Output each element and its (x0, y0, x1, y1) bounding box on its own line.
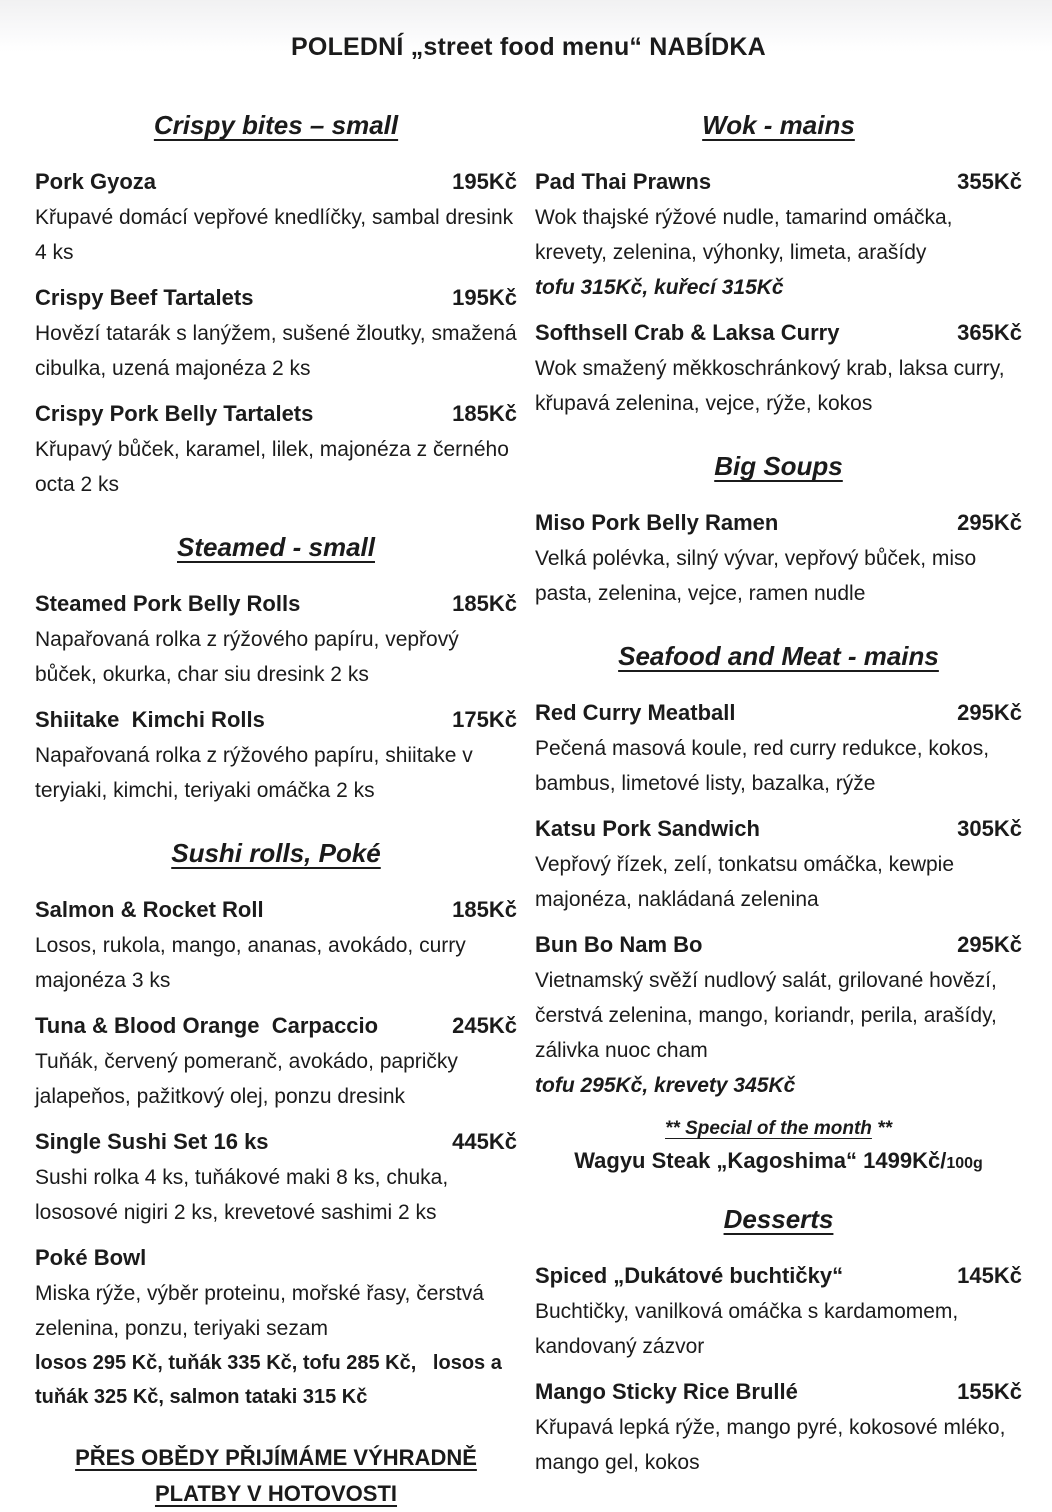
item-price: 355Kč (957, 169, 1022, 194)
item-price: 185Kč (452, 591, 517, 616)
section-heading-wok-mains: Wok - mains (702, 110, 855, 140)
section-seafood-meat-mains (535, 641, 1022, 1103)
item-name: Pork Gyoza (35, 169, 157, 194)
item-row (535, 320, 1022, 346)
item-row (35, 1129, 517, 1155)
item-row (35, 707, 517, 733)
menu-item-shiitake-kimchi-rolls (35, 707, 517, 808)
item-description: Napařovaná rolka z rýžového papíru, shiitake v teryiaki, kimchi, teriyaki omáčka 2 ks (35, 744, 473, 802)
item-name: Crispy Beef Tartalets (35, 285, 254, 310)
menu-item-poke-bowl (35, 1245, 517, 1414)
menu-item-softshell-crab-laksa-curry (535, 320, 1022, 421)
item-name: Softhsell Crab & Laksa Curry (535, 320, 840, 345)
item-price-variants-note: tofu 315Kč, kuřecí 315Kč (535, 276, 784, 299)
item-price: 365Kč (957, 320, 1022, 345)
item-row (535, 169, 1022, 195)
item-price: 445Kč (452, 1129, 517, 1154)
item-name: Poké Bowl (35, 1245, 147, 1270)
page-title: POLEDNÍ „street food menu“ NABÍDKA (291, 33, 766, 61)
item-name: Shiitake Kimchi Rolls (35, 707, 265, 732)
item-price: 305Kč (957, 816, 1022, 841)
item-price: 295Kč (957, 510, 1022, 535)
item-name: Red Curry Meatball (535, 700, 736, 725)
item-name: Mango Sticky Rice Brullé (535, 1379, 798, 1404)
section-heading-steamed: Steamed - small (177, 532, 375, 562)
menu-item-mango-sticky-rice-brulle (535, 1379, 1022, 1480)
item-description: Vietnamský svěží nudlový salát, grilované hovězí, čerstvá zelenina, mango, koriandr, perila, arašídy, zálivka nuoc cham (535, 969, 997, 1062)
special-heading (535, 1118, 1022, 1140)
item-row (35, 169, 517, 195)
special-of-the-month (535, 1118, 1022, 1174)
item-description: Buchtičky, vanilková omáčka s kardamomem, kandovaný zázvor (535, 1300, 959, 1358)
item-description: Napařovaná rolka z rýžového papíru, vepřový bůček, okurka, char siu dresink 2 ks (35, 628, 459, 686)
menu-item-pad-thai-prawns (535, 169, 1022, 305)
menu-item-spiced-dukatove-buchticky (535, 1263, 1022, 1364)
item-row (35, 591, 517, 617)
item-row (535, 510, 1022, 536)
item-description: Wok thajské rýžové nudle, tamarind omáčka, krevety, zelenina, výhonky, limeta, arašídy (535, 206, 953, 264)
section-big-soups (535, 451, 1022, 611)
item-description: Miska rýže, výběr proteinu, mořské řasy, čerstvá zelenina, ponzu, teriyaki sezam (35, 1282, 484, 1340)
section-steamed (35, 532, 517, 808)
item-name: Tuna & Blood Orange Carpaccio (35, 1013, 379, 1038)
item-row (35, 1245, 517, 1271)
item-row (535, 1379, 1022, 1405)
item-row (35, 1013, 517, 1039)
item-price: 145Kč (957, 1263, 1022, 1288)
item-row (535, 1263, 1022, 1289)
section-heading-seafood-meat-mains: Seafood and Meat - mains (618, 641, 939, 671)
item-description: Hovězí tatarák s lanýžem, sušené žloutky, smažená cibulka, uzená majonéza 2 ks (35, 322, 517, 380)
item-description: Velká polévka, silný vývar, vepřový bůček, miso pasta, zelenina, vejce, ramen nudle (535, 547, 977, 605)
section-sushi-poke (35, 838, 517, 1414)
menu-item-tuna-blood-orange-carpaccio (35, 1013, 517, 1114)
item-name: Miso Pork Belly Ramen (535, 510, 779, 535)
item-price: 155Kč (957, 1379, 1022, 1404)
menu-item-katsu-pork-sandwich (535, 816, 1022, 917)
item-price-variants-note: tofu 295Kč, krevety 345Kč (535, 1074, 796, 1097)
menu-item-steamed-pork-belly-rolls (35, 591, 517, 692)
section-heading-big-soups: Big Soups (714, 451, 843, 481)
item-row (35, 897, 517, 923)
menu-item-crispy-pork-belly-tartalets (35, 401, 517, 502)
menu-item-salmon-rocket-roll (35, 897, 517, 998)
item-description: Křupavá lepká rýže, mango pyré, kokosové mléko, mango gel, kokos (535, 1416, 1006, 1474)
item-price: 245Kč (452, 1013, 517, 1038)
item-price: 295Kč (957, 700, 1022, 725)
right-column (535, 110, 1022, 1512)
section-heading-crispy-bites: Crispy bites – small (153, 110, 399, 140)
item-row (535, 816, 1022, 842)
item-price: 185Kč (452, 401, 517, 426)
special-heading-text: ** Special of the month (665, 1118, 872, 1139)
item-price: 295Kč (957, 932, 1022, 957)
item-description: Sushi rolka 4 ks, tuňákové maki 8 ks, chuka, lososové nigiri 2 ks, krevetové sashimi 2 ks (35, 1166, 449, 1224)
menu-item-single-sushi-set (35, 1129, 517, 1230)
item-description: Vepřový řízek, zelí, tonkatsu omáčka, kewpie majonéza, nakládaná zelenina (535, 853, 955, 911)
item-description: Tuňák, červený pomeranč, avokádo, papričky jalapeňos, pažitkový olej, ponzu dresink (35, 1050, 458, 1108)
item-price: 195Kč (452, 285, 517, 310)
item-description: Pečená masová koule, red curry redukce, kokos, bambus, limetové listy, bazalka, rýže (535, 737, 990, 795)
menu-item-bun-bo-nam-bo (535, 932, 1022, 1103)
section-desserts (535, 1204, 1022, 1480)
item-price: 195Kč (452, 169, 517, 194)
menu-item-crispy-beef-tartalets (35, 285, 517, 386)
section-heading-sushi-poke: Sushi rolls, Poké (171, 838, 381, 868)
section-wok-mains (535, 110, 1022, 421)
item-price: 185Kč (452, 897, 517, 922)
item-name: Pad Thai Prawns (535, 169, 712, 194)
item-name: Salmon & Rocket Roll (35, 897, 264, 922)
menu-item-red-curry-meatball (535, 700, 1022, 801)
item-price: 175Kč (452, 707, 517, 732)
item-name: Katsu Pork Sandwich (535, 816, 760, 841)
item-name: Single Sushi Set 16 ks (35, 1129, 269, 1154)
menu-item-pork-gyoza (35, 169, 517, 270)
section-heading-desserts: Desserts (723, 1204, 834, 1234)
item-name: Crispy Pork Belly Tartalets (35, 401, 314, 426)
item-description: Křupavé domácí vepřové knedlíčky, sambal dresink 4 ks (35, 206, 514, 264)
item-row (535, 700, 1022, 726)
item-name: Bun Bo Nam Bo (535, 932, 703, 957)
item-row (535, 932, 1022, 958)
special-item-unit: 100g (946, 1155, 983, 1172)
item-description: Křupavý bůček, karamel, lilek, majonéza z černého octa 2 ks (35, 438, 509, 496)
left-column (35, 110, 517, 1512)
item-name: Spiced „Dukátové buchtičky“ (535, 1263, 844, 1288)
item-price-variants-note: losos 295 Kč, tuňák 335 Kč, tofu 285 Kč, losos a tuňák 325 Kč, salmon tataki 315 Kč (35, 1352, 508, 1408)
item-name: Steamed Pork Belly Rolls (35, 591, 301, 616)
item-description: Losos, rukola, mango, ananas, avokádo, curry majonéza 3 ks (35, 934, 466, 992)
cash-only-notice: PŘES OBĚDY PŘIJÍMÁME VÝHRADNĚ PLATBY V HOTOVOSTI (75, 1445, 477, 1506)
special-item (535, 1148, 1022, 1174)
menu-item-miso-pork-belly-ramen (535, 510, 1022, 611)
special-item-text: Wagyu Steak „Kagoshima“ 1499Kč/ (574, 1148, 947, 1173)
item-row (35, 285, 517, 311)
section-crispy-bites (35, 110, 517, 502)
menu-columns (35, 110, 1022, 1512)
item-row (35, 401, 517, 427)
item-description: Wok smažený měkkoschránkový krab, laksa curry, křupavá zelenina, vejce, rýže, kokos (535, 357, 1005, 415)
special-heading-stars: ** (871, 1118, 892, 1139)
